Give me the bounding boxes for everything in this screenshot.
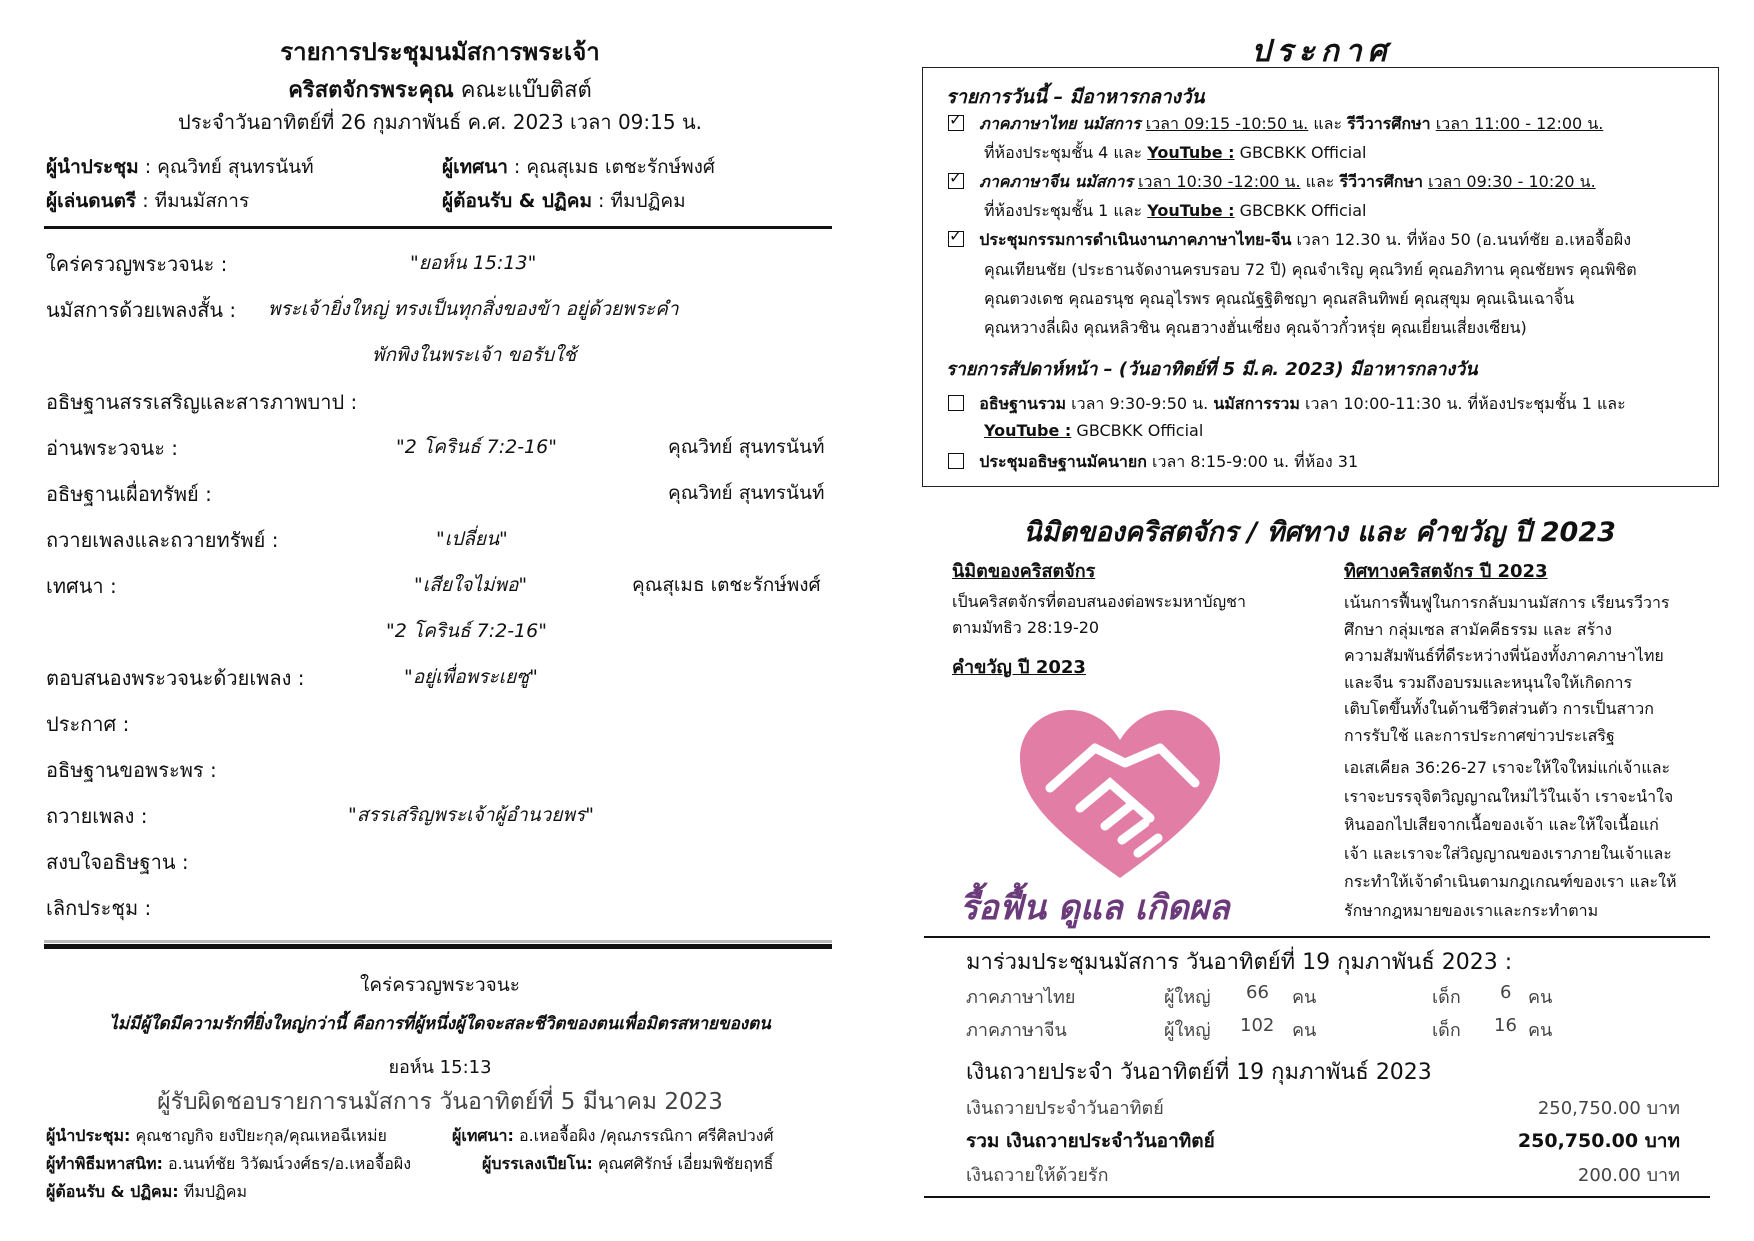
- leader-value: : คุณวิทย์ สุนทรนันท์: [144, 156, 314, 178]
- next-preacher-value: อ.เหอจื้อผิง /คุณภรรณิกา ศรีศิลปวงศ์: [518, 1126, 774, 1145]
- direction-heading: ทิศทางคริสตจักร ปี 2023: [1344, 561, 1548, 582]
- offering-amount: 200.00 บาท: [1577, 1165, 1680, 1186]
- music-row: [46, 186, 249, 216]
- direction-line: การรับใช้ และการประกาศข่าวประเสริฐ: [1344, 725, 1615, 745]
- next-piano-label: ผู้บรรเลงเปียโน:: [482, 1154, 593, 1173]
- order-person: คุณวิทย์ สุนทรนันท์: [668, 436, 825, 458]
- order-label: ถวายเพลง :: [46, 804, 148, 828]
- ezekiel-line: กระทำให้เจ้าดำเนินตามกฎเกณฑ์ของเรา และให้: [1344, 872, 1677, 891]
- item-time: เวลา 10:30 -12:00 น.: [1138, 172, 1301, 191]
- music-value: : ทีมนมัสการ: [142, 190, 250, 212]
- next-leader-value: คุณชาญกิจ ยงปิยะกุล/คุณเหอฉีเหม่ย: [135, 1126, 387, 1145]
- vision-heading: นิมิตของคริสตจักร: [952, 561, 1096, 582]
- child-unit: คน: [1528, 1020, 1553, 1041]
- youtube-channel: GBCBKK Official: [1234, 143, 1367, 162]
- ezekiel-text: [1344, 754, 1714, 925]
- next-item-location: [984, 421, 1203, 440]
- item-title: ภาคภาษาไทย นมัสการ: [979, 114, 1141, 133]
- next-ordinance-row: [46, 1152, 411, 1177]
- today-heading: รายการวันนี้ – มีอาหารกลางวัน: [946, 86, 1205, 108]
- preacher-row: [442, 152, 715, 182]
- next-item: [948, 392, 1626, 417]
- item-time-2: เวลา 09:30 - 10:20 น.: [1428, 172, 1596, 191]
- committee-line: คุณตวงเดช คุณอรนุช คุณอุไรพร คุณณัฐฐิติชญา คุณสลินทิพย์ คุณสุขุม คุณเฉินเฉาจิ้น: [984, 289, 1575, 308]
- item-location: ที่ห้องประชุมชั้น 1 และ: [984, 201, 1148, 220]
- committee-item: [948, 228, 1631, 253]
- order-label: สงบใจอธิษฐาน :: [46, 850, 189, 874]
- committee-line: คุณหวางลี่เผิง คุณหลิวชิน คุณฮวางฮั่นเซี่ยง คุณจ้าวกั๋วหรุ่ย คุณเยี่ยนเสี่ยงเซียน): [984, 318, 1527, 337]
- today-item-location: [984, 141, 1367, 166]
- today-item: [948, 112, 1603, 137]
- item-title-2: รีวีวารศึกษา: [1347, 114, 1431, 133]
- next-greeter-label: ผู้ต้อนรับ & ปฏิคม:: [46, 1182, 179, 1201]
- next-ordinance-label: ผู้ทำพิธีมหาสนิท:: [46, 1154, 163, 1173]
- next-item-title: ประชุมอธิษฐานมัคนายก: [979, 452, 1147, 471]
- checkbox-checked-icon[interactable]: [948, 173, 964, 189]
- committee-line: คุณเทียนชัย (ประธานจัดงานครบรอบ 72 ปี) คุณจำเริญ คุณวิทย์ คุณอภิทาน คุณชัยพร คุณพิชิต: [984, 260, 1637, 279]
- direction-line: เติบโตขึ้นทั้งในด้านชีวิตส่วนตัว การเป็นสาวก: [1344, 699, 1654, 718]
- adult-label: ผู้ใหญ่: [1164, 987, 1211, 1008]
- next-preacher-label: ผู้เทศนา:: [452, 1126, 514, 1145]
- motto-heading: คำขวัญ ปี 2023: [952, 657, 1086, 678]
- order-value: "เสียใจไม่พอ": [414, 574, 528, 596]
- youtube-link[interactable]: YouTube :: [984, 421, 1072, 440]
- footer-divider-light: [44, 940, 832, 943]
- youtube-link[interactable]: YouTube :: [1147, 201, 1235, 220]
- adult-count: 102: [1240, 1015, 1275, 1036]
- item-mid: และ: [1308, 114, 1348, 133]
- next-leader-label: ผู้นำประชุม:: [46, 1126, 131, 1145]
- item-title: ภาคภาษาจีน นมัสการ: [979, 172, 1133, 191]
- item-time-2: เวลา 11:00 - 12:00 น.: [1435, 114, 1604, 133]
- order-label: ใคร่ครวญพระวจนะ :: [46, 252, 228, 276]
- child-label: เด็ก: [1432, 1020, 1461, 1041]
- order-label: ตอบสนองพระวจนะด้วยเพลง :: [46, 666, 305, 690]
- order-person: คุณสุเมธ เตชะรักษ์พงศ์: [632, 574, 821, 596]
- direction-line: ศึกษา กลุ่มเซล สามัคคีธรรม และ สร้าง: [1344, 619, 1612, 639]
- next-leader-row: [46, 1124, 387, 1149]
- leader-label: ผู้นำประชุม: [46, 156, 139, 178]
- offering-amount: 250,750.00 บาท: [1537, 1098, 1680, 1119]
- child-label: เด็ก: [1432, 987, 1461, 1008]
- meditation-title: ใคร่ครวญพระวจนะ: [360, 974, 520, 996]
- ezekiel-line: รักษากฎหมายของเราและกระทำตาม: [1344, 900, 1599, 920]
- next-preacher-row: [452, 1124, 774, 1149]
- adult-unit: คน: [1292, 1020, 1317, 1041]
- motto-heart-handshake-logo: [1010, 708, 1230, 888]
- offering-divider: [924, 1196, 1710, 1198]
- heart-handshake-icon: [1010, 708, 1230, 888]
- youtube-link[interactable]: YouTube :: [1147, 143, 1235, 162]
- greeter-value: : ทีมปฏิคม: [598, 190, 686, 212]
- order-value: พระเจ้ายิ่งใหญ่ ทรงเป็นทุกสิ่งของข้า อยู่ด้วยพระคำ: [268, 298, 679, 320]
- child-count: 16: [1494, 1015, 1517, 1036]
- next-piano-value: คุณศศิรักษ์ เอี่ยมพิชัยฤทธิ์: [597, 1154, 774, 1173]
- next-item-title-2: นมัสการรวม: [1213, 394, 1300, 413]
- vision-title: นิมิตของคริสตจักร / ทิศทาง และ คำขวัญ ปี 2023: [1023, 517, 1616, 548]
- order-value: "เปลี่ยน": [436, 528, 508, 550]
- next-piano-row: [482, 1152, 773, 1177]
- next-item-time: เวลา 9:30-9:50 น.: [1066, 394, 1214, 413]
- ezekiel-line: เอเสเคียล 36:26-27 เราจะให้ใจใหม่แก่เจ้าและ: [1344, 758, 1671, 777]
- item-title-2: รีวีวารศึกษา: [1339, 172, 1423, 191]
- today-item-location: [984, 199, 1367, 224]
- adult-label: ผู้ใหญ่: [1164, 1020, 1211, 1041]
- greeter-row: [442, 186, 686, 216]
- vision-text: ตามมัทธิว 28:19-20: [952, 618, 1100, 637]
- item-time: เวลา 09:15 -10:50 น.: [1145, 114, 1309, 133]
- vision-text: เป็นคริสตจักรที่ตอบสนองต่อพระมหาบัญชา: [952, 592, 1246, 611]
- adult-unit: คน: [1292, 987, 1317, 1008]
- direction-text: [1344, 590, 1714, 749]
- committee-title: ประชุมกรรมการดำเนินงานภาคภาษาไทย-จีน: [979, 230, 1292, 249]
- order-label: อธิษฐานขอพระพร :: [46, 758, 217, 782]
- order-label: ถวายเพลงและถวายทรัพย์ :: [46, 528, 279, 552]
- direction-line: ความสัมพันธ์ที่ดีระหว่างพี่น้องทั้งภาคภาษาไทย: [1344, 646, 1664, 665]
- church-name-rest: คณะแบ๊บติสต์: [460, 78, 592, 103]
- checkbox-unchecked-icon[interactable]: [948, 395, 964, 411]
- preacher-value: : คุณสุเมธ เตชะรักษ์พงศ์: [513, 156, 715, 178]
- offering-label: เงินถวายประจำวันอาทิตย์: [966, 1098, 1164, 1119]
- offering-total-amount: 250,750.00 บาท: [1517, 1130, 1680, 1152]
- meditation-ref: ยอห์น 15:13: [388, 1057, 492, 1078]
- next-item-title: อธิษฐานรวม: [979, 394, 1067, 413]
- child-count: 6: [1500, 982, 1512, 1003]
- order-label: อธิษฐานสรรเสริญและสารภาพบาป :: [46, 390, 358, 414]
- order-label: อ่านพระวจนะ :: [46, 436, 179, 460]
- order-label: นมัสการด้วยเพลงสั้น :: [46, 298, 237, 322]
- service-title: รายการประชุมนมัสการพระเจ้า: [280, 38, 600, 66]
- music-label: ผู้เล่นดนตรี: [46, 190, 137, 212]
- church-name-bold: คริสตจักรพระคุณ: [288, 78, 454, 103]
- attendance-group: ภาคภาษาจีน: [966, 1020, 1067, 1041]
- offering-label: เงินถวายให้ด้วยรัก: [966, 1165, 1109, 1186]
- next-week-heading: รายการสัปดาห์หน้า – (วันอาทิตย์ที่ 5 มี.ค. 2023) มีอาหารกลางวัน: [946, 359, 1478, 380]
- ezekiel-line: เราจะบรรจุจิตวิญญาณใหม่ไว้ในเจ้า เราจะนำใจ: [1344, 786, 1674, 806]
- offering-title: เงินถวายประจำ วันอาทิตย์ที่ 19 กุมภาพันธ์ 2023: [966, 1060, 1432, 1085]
- order-value: "อยู่เพื่อพระเยซู": [404, 666, 538, 688]
- checkbox-checked-icon[interactable]: [948, 115, 964, 131]
- ezekiel-line: หินออกไปเสียจากเนื้อของเจ้า และให้ใจเนื้อแก่: [1344, 815, 1659, 834]
- youtube-channel: GBCBKK Official: [1234, 201, 1367, 220]
- offering-total-label: รวม เงินถวายประจำวันอาทิตย์: [966, 1130, 1215, 1152]
- order-value: พักพิงในพระเจ้า ขอรับใช้: [372, 344, 577, 366]
- leader-row: [46, 152, 314, 182]
- direction-line: และจีน รวมถึงอบรมและหนุนใจให้เกิดการ: [1344, 672, 1633, 692]
- service-date: ประจำวันอาทิตย์ที่ 26 กุมภาพันธ์ ค.ศ. 2023 เวลา 09:15 น.: [178, 110, 702, 134]
- ezekiel-line: เจ้า และเราจะใส่วิญญาณของเราภายในเจ้าและ: [1344, 843, 1672, 863]
- committee-line: เวลา 12.30 น. ที่ห้อง 50 (อ.นนท์ชัย อ.เหอจื้อผิง: [1291, 230, 1632, 249]
- meditation-verse: ไม่มีผู้ใดมีความรักที่ยิ่งใหญ่กว่านี้ คือการที่ผู้หนึ่งผู้ใดจะสละชีวิตของตนเพื่อมิตรสหายของตน: [109, 1014, 771, 1034]
- today-item: [948, 170, 1596, 195]
- order-value: "ยอห์น 15:13": [410, 252, 537, 274]
- order-value: "2 โครินธ์ 7:2-16": [396, 436, 557, 458]
- adult-count: 66: [1246, 982, 1269, 1003]
- order-label: เทศนา :: [46, 574, 117, 598]
- announce-title: ประกาศ: [1251, 34, 1393, 69]
- direction-line: เน้นการฟื้นฟูในการกลับมานมัสการ เรียนรวีวาร: [1344, 593, 1670, 612]
- next-item: [948, 450, 1358, 475]
- next-week-title: ผู้รับผิดชอบรายการนมัสการ วันอาทิตย์ที่ 5 มีนาคม 2023: [157, 1089, 723, 1115]
- order-label: ประกาศ :: [46, 712, 130, 736]
- item-location: ที่ห้องประชุมชั้น 4 และ: [984, 143, 1148, 162]
- preacher-label: ผู้เทศนา: [442, 156, 508, 178]
- item-mid: และ: [1300, 172, 1340, 191]
- attendance-title: มาร่วมประชุมนมัสการ วันอาทิตย์ที่ 19 กุมภาพันธ์ 2023 :: [966, 950, 1513, 975]
- next-greeter-row: [46, 1180, 247, 1205]
- church-name: [40, 72, 840, 107]
- attendance-divider: [924, 936, 1710, 938]
- order-label: เลิกประชุม :: [46, 896, 152, 920]
- attendance-group: ภาคภาษาไทย: [966, 987, 1076, 1008]
- footer-divider: [44, 944, 832, 949]
- child-unit: คน: [1528, 987, 1553, 1008]
- youtube-channel: GBCBKK Official: [1071, 421, 1204, 440]
- checkbox-checked-icon[interactable]: [948, 231, 964, 247]
- next-ordinance-value: อ.นนท์ชัย วิวัฒน์วงศ์ธร/อ.เหอจื้อผิง: [168, 1154, 412, 1173]
- next-item-detail: เวลา 10:00-11:30 น. ที่ห้องประชุมชั้น 1 และ: [1299, 394, 1626, 413]
- order-person: คุณวิทย์ สุนทรนันท์: [668, 482, 825, 504]
- motto-logo-text: รื้อฟื้น ดูแล เกิดผล: [960, 888, 1230, 928]
- greeter-label: ผู้ต้อนรับ & ปฏิคม: [442, 190, 592, 212]
- next-item-detail: เวลา 8:15-9:00 น. ที่ห้อง 31: [1146, 452, 1359, 471]
- order-label: อธิษฐานเผื่อทรัพย์ :: [46, 482, 212, 506]
- order-value: "สรรเสริญพระเจ้าผู้อำนวยพร": [348, 804, 594, 826]
- checkbox-unchecked-icon[interactable]: [948, 453, 964, 469]
- order-value: "2 โครินธ์ 7:2-16": [386, 620, 547, 642]
- header-divider: [44, 226, 832, 229]
- next-greeter-value: ทีมปฏิคม: [183, 1182, 248, 1201]
